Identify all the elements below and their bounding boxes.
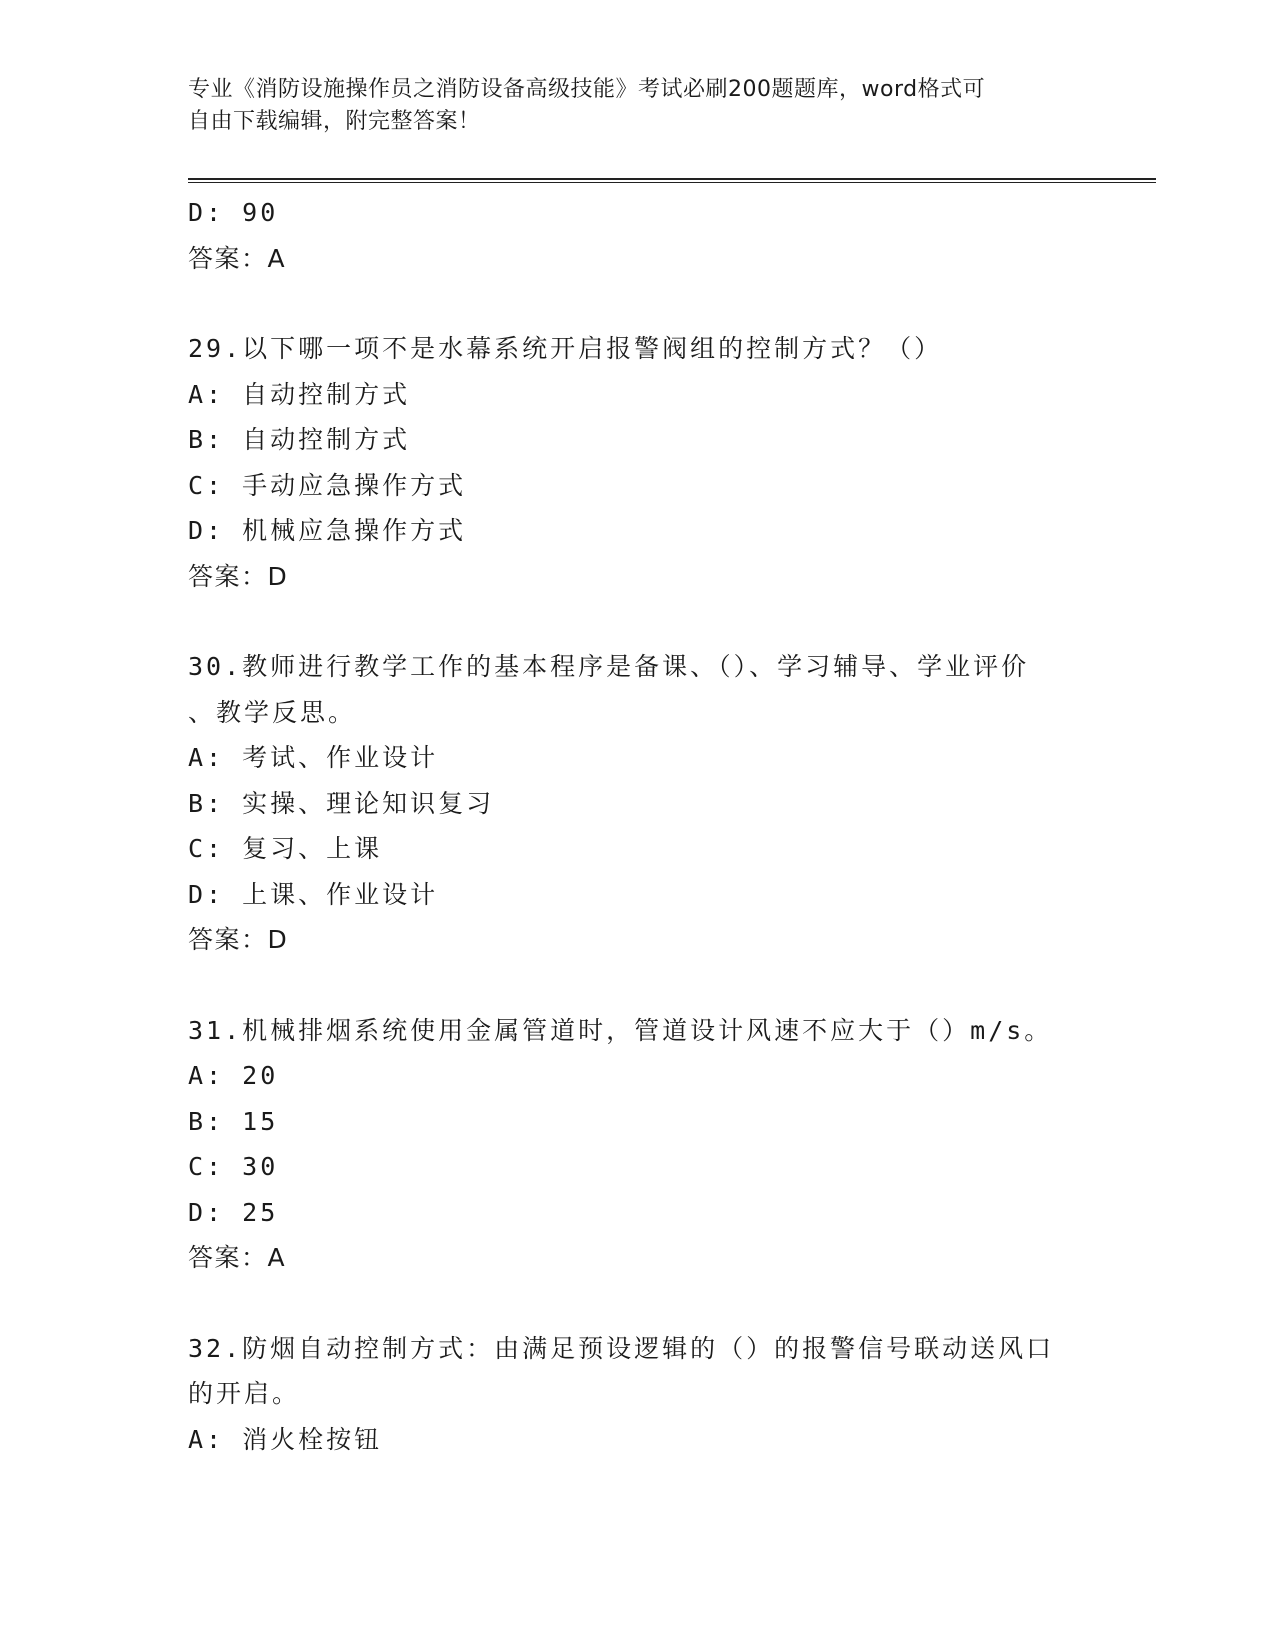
option-a: A: 考试、作业设计 bbox=[188, 743, 439, 772]
header-title-line-1: 专业《消防设施操作员之消防设备高级技能》考试必刷200题题库，word格式可 bbox=[188, 77, 986, 102]
question-stem: 29.以下哪一项不是水幕系统开启报警阀组的控制方式？（） bbox=[188, 334, 943, 363]
option-a: A: 消火栓按钮 bbox=[188, 1424, 383, 1454]
option-d: D: 机械应急操作方式 bbox=[188, 516, 467, 545]
q28-option-d: D: 90 bbox=[188, 198, 279, 227]
question-stem-line-1: 32.防烟自动控制方式：由满足预设逻辑的（）的报警信号联动送风口 bbox=[188, 1333, 1055, 1363]
header-title-line-2: 自由下载编辑，附完整答案！ bbox=[188, 109, 481, 134]
question-31 bbox=[188, 1008, 1158, 1281]
document-header bbox=[188, 74, 1068, 138]
question-32 bbox=[188, 1326, 1158, 1463]
answer: 答案：A bbox=[188, 1243, 287, 1272]
spacer bbox=[188, 599, 1158, 644]
q28-answer: 答案：A bbox=[188, 243, 287, 273]
answer: 答案：D bbox=[188, 561, 289, 591]
option-d: D: 25 bbox=[188, 1197, 279, 1227]
question-stem-line-1: 30.教师进行教学工作的基本程序是备课、（）、学习辅导、学业评价 bbox=[188, 652, 1030, 681]
question-29 bbox=[188, 326, 1158, 599]
option-a: A: 自动控制方式 bbox=[188, 379, 411, 409]
header-divider bbox=[188, 178, 1156, 183]
question-stem: 31.机械排烟系统使用金属管道时，管道设计风速不应大于（）m/s。 bbox=[188, 1015, 1053, 1045]
spacer bbox=[188, 963, 1158, 1008]
option-b: B: 自动控制方式 bbox=[188, 425, 411, 454]
question-30 bbox=[188, 644, 1158, 963]
option-c: C: 复习、上课 bbox=[188, 834, 383, 863]
option-c: C: 手动应急操作方式 bbox=[188, 470, 467, 500]
spacer bbox=[188, 1281, 1158, 1326]
option-b: B: 实操、理论知识复习 bbox=[188, 788, 495, 818]
question-list bbox=[188, 190, 1158, 1462]
question-stem-line-2: 的开启。 bbox=[188, 1379, 301, 1408]
option-b: B: 15 bbox=[188, 1106, 279, 1136]
spacer bbox=[188, 281, 1158, 326]
option-a: A: 20 bbox=[188, 1061, 279, 1090]
question-stem-line-2: 、教学反思。 bbox=[188, 697, 357, 727]
answer: 答案：D bbox=[188, 925, 289, 954]
option-c: C: 30 bbox=[188, 1152, 279, 1181]
option-d: D: 上课、作业设计 bbox=[188, 879, 439, 909]
